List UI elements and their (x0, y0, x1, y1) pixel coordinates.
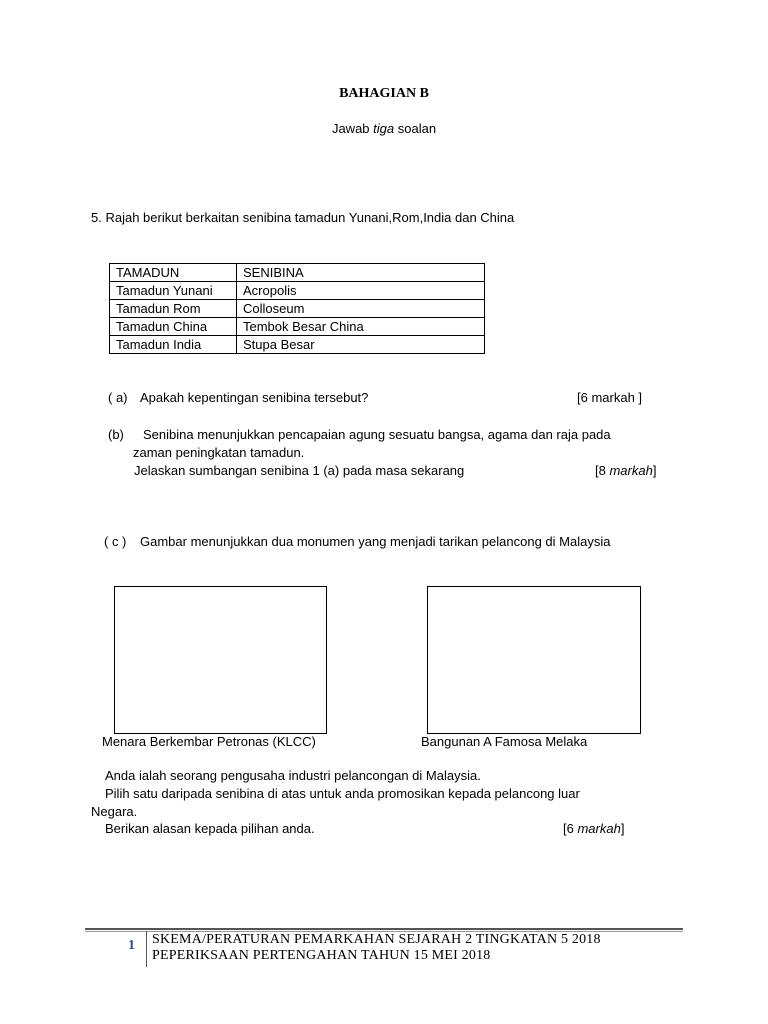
section-title: BAHAGIAN B (339, 86, 429, 101)
table-cell: Acropolis (237, 282, 485, 300)
instruction-line (0, 121, 768, 136)
part-c-line-2: Pilih satu daripada senibina di atas untuk anda promosikan kepada pelancong luar (105, 786, 580, 801)
table-row (110, 300, 485, 318)
part-b-line-2: zaman peningkatan tamadun. (133, 445, 305, 460)
part-b-marks (595, 463, 656, 478)
table-cell: Tamadun Yunani (110, 282, 237, 300)
footer-line-2: PEPERIKSAAN PERTENGAHAN TAHUN 15 MEI 2018 (152, 948, 491, 963)
table-cell: Tamadun Rom (110, 300, 237, 318)
caption-a-famosa: Bangunan A Famosa Melaka (421, 734, 588, 749)
part-c-question: Gambar menunjukkan dua monumen yang menjadi tarikan pelancong di Malaysia (140, 534, 611, 549)
part-c-marks-close: ] (620, 821, 625, 836)
footer-rule (85, 928, 683, 930)
part-b-label: (b) (108, 427, 124, 442)
part-c-line-3: Negara. (91, 804, 138, 819)
table-row (110, 282, 485, 300)
part-c-marks-open: [6 (563, 821, 578, 836)
part-c-line-4: Berikan alasan kepada pilihan anda. (105, 821, 315, 836)
part-b-line-3: Jelaskan sumbangan senibina 1 (a) pada masa sekarang (134, 463, 465, 478)
part-b-line-1: Senibina menunjukkan pencapaian agung sesuatu bangsa, agama dan raja pada (143, 427, 611, 442)
petronas-image-box (114, 586, 327, 734)
table-header-row (110, 264, 485, 282)
instruction-prefix: Jawab (331, 121, 374, 136)
part-b-marks-open: [8 (595, 463, 610, 478)
part-a-label: ( a) (108, 390, 128, 405)
instruction-emphasis: tiga (373, 121, 395, 136)
table-row (110, 318, 485, 336)
part-c-marks-word: markah (577, 821, 621, 836)
part-c-label: ( c ) (104, 534, 127, 549)
table-cell: Tembok Besar China (237, 318, 485, 336)
footer-line-1: SKEMA/PERATURAN PEMARKAHAN SEJARAH 2 TINGKATAN 5 2018 (152, 932, 601, 947)
caption-petronas: Menara Berkembar Petronas (KLCC) (102, 734, 316, 749)
table-row (110, 336, 485, 354)
table-cell: Tamadun China (110, 318, 237, 336)
table-header-cell: TAMADUN (110, 264, 237, 282)
table-header-cell: SENIBINA (237, 264, 485, 282)
table-cell: Stupa Besar (237, 336, 485, 354)
a-famosa-image-box (427, 586, 641, 734)
architecture-table (109, 263, 485, 354)
part-b-marks-word: markah (609, 463, 653, 478)
part-a-marks: [6 markah ] (577, 390, 643, 405)
question-5-prompt: 5. Rajah berikut berkaitan senibina tamadun Yunani,Rom,India dan China (91, 210, 515, 225)
part-b-marks-close: ] (652, 463, 657, 478)
page-number: 1 (128, 938, 135, 953)
part-c-line-1: Anda ialah seorang pengusaha industri pelancongan di Malaysia. (105, 768, 481, 783)
part-c-marks (563, 821, 624, 836)
table-cell: Colloseum (237, 300, 485, 318)
table-cell: Tamadun India (110, 336, 237, 354)
instruction-suffix: soalan (394, 121, 437, 136)
footer-divider (146, 931, 147, 967)
part-a-question: Apakah kepentingan senibina tersebut? (140, 390, 369, 405)
